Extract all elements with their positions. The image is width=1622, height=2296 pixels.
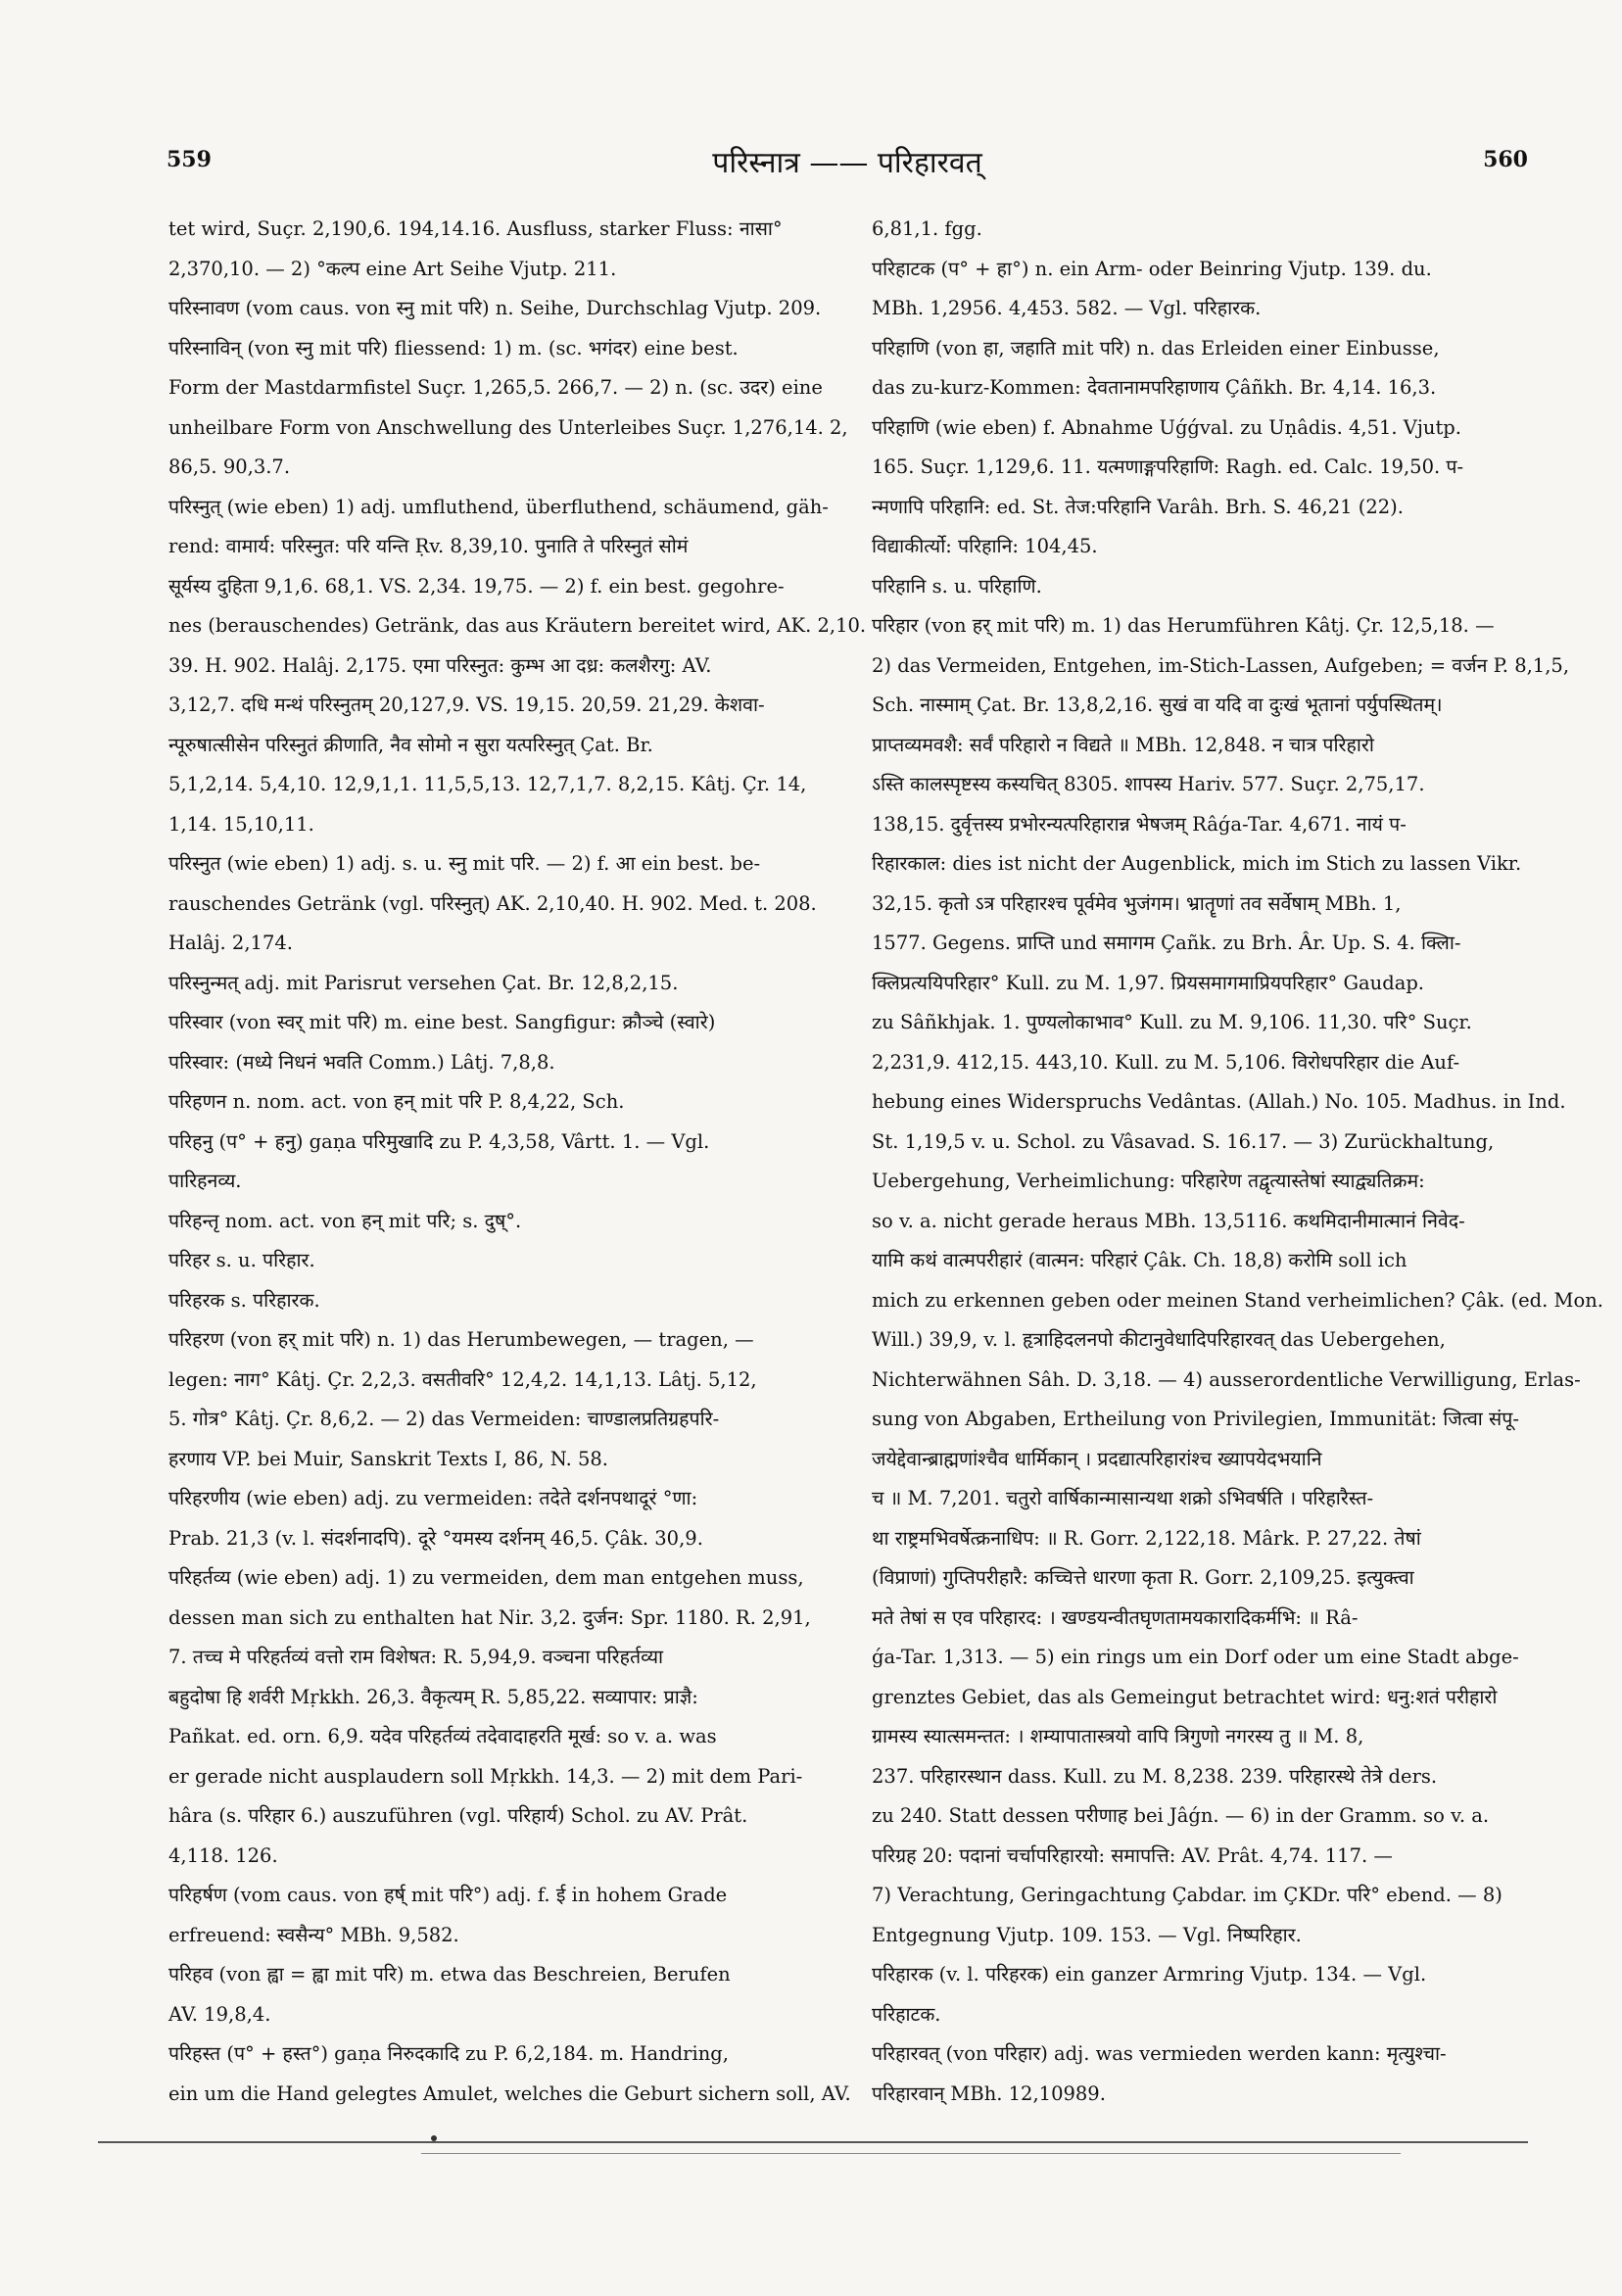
text-line: परिहस्त (प° + हस्त°) gaṇa निरुदकादि zu P. 6,2,184. m. Handring, (168, 2042, 729, 2065)
text-line: hebung eines Widerspruchs Vedântas. (Allah.) No. 105. Madhus. in Ind. (872, 1090, 1566, 1113)
text-line: परिस्नुत (wie eben) 1) adj. s. u. स्नु mit परि. — 2) f. आ ein best. be- (168, 852, 761, 875)
text-line: परिस्नाविन् (von स्नु mit परि) fliessend: 1) m. (sc. भगंदर) eine best. (168, 336, 739, 359)
text-line: ǵa-Tar. 1,313. — 5) ein rings um ein Dorf oder um eine Stadt abge- (872, 1646, 1519, 1668)
text-line: Will.) 39,9, v. l. हृत्राहिदलनपो कीटानुवेधादिपरिहारवत् das Uebergehen, (872, 1328, 1446, 1351)
text-line: 165. Suçr. 1,129,6. 11. यत्मणाङ्गपरिहाणि: Ragh. ed. Calc. 19,50. प- (872, 455, 1464, 478)
text-line: das zu-kurz-Kommen: देवतानामपरिहाणाय Çâñkh. Br. 4,14. 16,3. (872, 376, 1437, 399)
text-line: परिस्वार: (मध्ये निधनं भवति Comm.) Lâtj. 7,8,8. (168, 1050, 555, 1074)
text-line: 2,231,9. 412,15. 443,10. Kull. zu M. 5,106. विरोधपरिहार die Auf- (872, 1050, 1460, 1074)
text-line: Prab. 21,3 (v. l. संदर्शनादपि). दूरे °यमस्य दर्शनम् 46,5. Çâk. 30,9. (168, 1526, 703, 1550)
text-line: परिस्नुन्मत् adj. mit Parisrut versehen Çat. Br. 12,8,2,15. (168, 971, 679, 994)
text-line: tet wird, Suçr. 2,190,6. 194,14.16. Ausfluss, starker Fluss: नासा° (168, 217, 783, 240)
text-line: sung von Abgaben, Ertheilung von Privilegien, Immunität: जित्वा संपू- (872, 1408, 1519, 1430)
text-line: er gerade nicht ausplaudern soll Mṛkkh. 14,3. — 2) mit dem Pari- (168, 1764, 803, 1788)
text-line: grenztes Gebiet, das als Gemeingut betrachtet wird: धनु:शतं परीहारो (872, 1685, 1498, 1708)
text-line: परिस्वार (von स्वर् mit परि) m. eine best. Sangfigur: क्रौञ्चे (स्वारे) (168, 1011, 716, 1033)
text-line: परिहारवत् (von परिहार) adj. was vermieden werden kann: मृत्युश्चा- (872, 2042, 1447, 2065)
text-line: St. 1,19,5 v. u. Schol. zu Vâsavad. S. 16.17. — 3) Zurückhaltung, (872, 1129, 1495, 1153)
text-line: सूर्यस्य दुहिता 9,1,6. 68,1. VS. 2,34. 19,75. — 2) f. ein best. gegohre- (168, 574, 785, 598)
text-line: 1577. Gegens. प्राप्ति und समागम Çañk. zu Brh. Âr. Up. S. 4. क्लिा- (872, 932, 1461, 954)
text-line: 2,370,10. — 2) °कल्प eine Art Seihe Vjutp. 211. (168, 257, 617, 280)
text-line: परिहव (von ह्वा = ह्वा mit परि) m. etwa das Beschreien, Berufen (168, 1963, 731, 1985)
text-line: परिहाणि (wie eben) f. Abnahme Uǵǵval. zu Uṇâdis. 4,51. Vjutp. (872, 415, 1461, 439)
text-line: erfreuend: स्वसैन्य° MBh. 9,582. (168, 1923, 459, 1946)
running-head: परिस्नात्र —— परिहारवत् (712, 146, 982, 180)
text-line: Sch. नास्माम् Çat. Br. 13,8,2,16. सुखं वा यदि वा दुःखं भूतानां पर्युपस्थितम्। (872, 694, 1443, 716)
text-line: परिग्रह 20: पदानां चर्चापरिहारयो: समापत्ति: AV. Prât. 4,74. 117. — (872, 1843, 1393, 1867)
text-line: परिस्नावण (vom caus. von स्नु mit परि) n. Seihe, Durchschlag Vjutp. 209. (168, 297, 822, 319)
text-line: हरणाय VP. bei Muir, Sanskrit Texts I, 86, N. 58. (168, 1447, 608, 1470)
page-number-left: 559 (167, 147, 212, 172)
text-line: 138,15. दुर्वृत्तस्य प्रभोरन्यत्परिहारान्न भेषजम् Râǵa-Tar. 4,671. नायं प- (872, 812, 1407, 836)
text-line: परिहाटक (प° + हा°) n. ein Arm- oder Beinring Vjutp. 139. du. (872, 257, 1432, 280)
text-line: rauschendes Getränk (vgl. परिस्नुत्) AK. 2,10,40. H. 902. Med. t. 208. (168, 891, 817, 915)
text-line: 6,81,1. fgg. (872, 217, 982, 240)
text-line: nes (berauschendes) Getränk, das aus Kräutern bereitet wird, AK. 2,10. (168, 614, 867, 637)
text-line: mich zu erkennen geben oder meinen Stand verheimlichen? Çâk. (ed. Mon. (872, 1288, 1603, 1312)
bottom-rule (98, 2141, 1528, 2143)
text-line: परिहानि s. u. परिहाणि. (872, 574, 1042, 598)
text-line: ग्रामस्य स्यात्समन्तत: । शम्यापातास्त्रयो वापि त्रिगुणो नगरस्य तु ॥ M. 8, (872, 1725, 1364, 1747)
text-line: Form der Mastdarmfistel Suçr. 1,265,5. 266,7. — 2) n. (sc. उदर) eine (168, 376, 823, 399)
right-column (872, 210, 1603, 2114)
text-line: परिहाटक. (872, 2002, 941, 2026)
text-line: न्पूरुषात्सीसेन परिस्नुतं क्रीणाति, नैव सोमो न सुरा यत्परिस्नुत् Çat. Br. (168, 733, 653, 756)
text-line: परिहरणीय (wie eben) adj. zu vermeiden: तदेते दर्शनपथादूरं °णा: (168, 1487, 698, 1509)
text-line: क्लिप्रत्ययिपरिहार° Kull. zu M. 1,97. प्रियसमागमाप्रियपरिहार° Gaudap. (872, 971, 1425, 994)
text-line: 3,12,7. दधि मन्थं परिस्नुतम् 20,127,9. VS. 19,15. 20,59. 21,29. केशवा- (168, 694, 765, 716)
text-line: परिहार (von हर् mit परि) m. 1) das Herumführen Kâtj. Çr. 12,5,18. — (872, 614, 1495, 637)
text-line: परिहन्तृ nom. act. von हन् mit परि; s. दुष्°. (168, 1209, 522, 1232)
text-line: था राष्ट्रमभिवर्षेत्क्रनाधिप: ॥ R. Gorr. 2,122,18. Mârk. P. 27,22. तेषां (872, 1526, 1421, 1550)
text-line: परिहरक s. परिहारक. (168, 1288, 320, 1312)
text-line: 32,15. कृतो ऽत्र परिहारश्च पूर्वमेव भुजंगम। भ्रातॄणां तव सर्वेषाम् MBh. 1, (872, 891, 1402, 915)
text-line: 237. परिहारस्थान dass. Kull. zu M. 8,238. 239. परिहारस्थे तेत्रे ders. (872, 1764, 1438, 1788)
text-line: MBh. 1,2956. 4,453. 582. — Vgl. परिहारक. (872, 297, 1262, 319)
text-line: परिहर्तव्य (wie eben) adj. 1) zu vermeiden, dem man entgehen muss, (168, 1566, 804, 1589)
text-line: जयेद्देवान्ब्राह्मणांश्चैव धार्मिकान् । प्रदद्यात्परिहारांश्च ख्यापयेदभयानि (872, 1447, 1322, 1470)
text-line: 4,118. 126. (168, 1843, 278, 1867)
text-line: परिहर्षण (vom caus. von हर्ष् mit परि°) adj. f. ई in hohem Grade (168, 1884, 728, 1906)
page-header (167, 147, 1528, 186)
text-line: Entgegnung Vjutp. 109. 153. — Vgl. निष्परिहार. (872, 1923, 1302, 1946)
text-line: hâra (s. परिहार 6.) auszuführen (vgl. परिहार्य) Schol. zu AV. Prât. (168, 1804, 748, 1827)
text-line: रिहारकाल: dies ist nicht der Augenblick, mich im Stich zu lassen Vikr. (872, 852, 1522, 875)
text-line: 86,5. 90,3.7. (168, 455, 291, 478)
text-line: परिहर s. u. परिहार. (168, 1249, 315, 1271)
text-line: परिहाणि (von हा, जहाति mit परि) n. das Erleiden einer Einbusse, (872, 336, 1440, 359)
text-line: legen: नाग° Kâtj. Çr. 2,2,3. वसतीवरि° 12,4,2. 14,1,13. Lâtj. 5,12, (168, 1367, 757, 1391)
text-line: Nichterwähnen Sâh. D. 3,18. — 4) ausserordentliche Verwilligung, Erlas- (872, 1367, 1581, 1391)
text-line: zu 240. Statt dessen परीणाह bei Jâǵn. — 6) in der Gramm. so v. a. (872, 1804, 1490, 1827)
text-line: unheilbare Form von Anschwellung des Unterleibes Suçr. 1,276,14. 2, (168, 415, 848, 439)
text-line: परिस्नुत् (wie eben) 1) adj. umfluthend, überfluthend, schäumend, gäh- (168, 495, 829, 518)
text-line: परिहनु (प° + हनु) gaṇa परिमुखादि zu P. 4,3,58, Vârtt. 1. — Vgl. (168, 1129, 710, 1153)
bottom-rule-secondary (421, 2153, 1401, 2154)
text-line: zu Sâñkhjak. 1. पुण्यलोकाभाव° Kull. zu M. 9,106. 11,30. परि° Suçr. (872, 1011, 1472, 1033)
text-line: 1,14. 15,10,11. (168, 812, 314, 836)
text-line: परिहरण (von हर् mit परि) n. 1) das Herumbewegen, — tragen, — (168, 1328, 754, 1351)
left-column (168, 210, 867, 2114)
text-line: विद्याकीर्त्यो: परिहानि: 104,45. (872, 535, 1098, 557)
text-line: Pañkat. ed. orn. 6,9. यदेव परिहर्तव्यं तदेवादाहरति मूर्ख: so v. a. was (168, 1725, 717, 1747)
text-line: 5,1,2,14. 5,4,10. 12,9,1,1. 11,5,5,13. 12,7,1,7. 8,2,15. Kâtj. Çr. 14, (168, 773, 807, 795)
text-line: प्राप्तव्यमवशै: सर्वं परिहारो न विद्यते ॥ MBh. 12,848. न चात्र परिहारो (872, 733, 1374, 756)
text-line: परिहारक (v. l. परिहरक) ein ganzer Armring Vjutp. 134. — Vgl. (872, 1963, 1427, 1985)
text-line: ein um die Hand gelegtes Amulet, welches die Geburt sichern soll, AV. (168, 2081, 851, 2105)
text-line: Uebergehung, Verheimlichung: परिहारेण तद्वृत्यास्तेषां स्याद्व्यतिक्रम: (872, 1170, 1425, 1192)
text-line: परिहणन n. nom. act. von हन् mit परि P. 8,4,22, Sch. (168, 1090, 625, 1113)
text-line: 39. H. 902. Halâj. 2,175. एमा परिस्नुत: कुम्भ आ दध्र: कलशैरगु: AV. (168, 653, 712, 677)
text-line: यामि कथं वात्मपरीहारं (वात्मन: परिहारं Çâk. Ch. 18,8) करोमि soll ich (872, 1249, 1407, 1271)
text-line: च ॥ M. 7,201. चतुरो वार्षिकान्मासान्यथा शक्रो ऽभिवर्षति । परिहारैस्त- (872, 1487, 1374, 1509)
text-line: AV. 19,8,4. (168, 2002, 271, 2026)
text-line: 2) das Vermeiden, Entgehen, im-Stich-Lassen, Aufgeben; = वर्जन P. 8,1,5, (872, 653, 1570, 677)
text-line: परिहारवान् MBh. 12,10989. (872, 2081, 1106, 2105)
page-number-right: 560 (1483, 147, 1528, 172)
text-line: dessen man sich zu enthalten hat Nir. 3,2. दुर्जन: Spr. 1180. R. 2,91, (168, 1605, 811, 1629)
text-line: (विप्राणां) गुप्तिपरीहारै: कच्चित्ते धारणा कृता R. Gorr. 2,109,25. इत्युक्त्वा (872, 1566, 1414, 1589)
text-line: 5. गोत्र° Kâtj. Çr. 8,6,2. — 2) das Vermeiden: चाण्डालप्रतिग्रहपरि- (168, 1408, 720, 1430)
text-line: rend: वामार्य: परिस्नुत: परि यन्ति Ṛv. 8,39,10. पुनाति ते परिस्नुतं सोमं (168, 535, 689, 557)
text-line: ऽस्ति कालस्पृष्टस्य कस्यचित् 8305. शापस्य Hariv. 577. Suçr. 2,75,17. (872, 773, 1425, 795)
text-line: मते तेषां स एव परिहारद: । खण्डयन्वीतघृणतामयकारादिकर्मभि: ॥ Râ- (872, 1605, 1359, 1629)
text-line: 7. तच्च मे परिहर्तव्यं वत्तो राम विशेषत: R. 5,94,9. वञ्चना परिहर्तव्या (168, 1646, 664, 1668)
text-line: न्मणापि परिहानि: ed. St. तेज:परिहानि Varâh. Brh. S. 46,21 (22). (872, 495, 1404, 518)
text-line: 7) Verachtung, Geringachtung Çabdar. im ÇKDr. परि° ebend. — 8) (872, 1884, 1503, 1906)
text-line: बहुदोषा हि शर्वरी Mṛkkh. 26,3. वैकृत्यम् R. 5,85,22. सव्यापार: प्राज्ञै: (168, 1685, 698, 1708)
text-line: so v. a. nicht gerade heraus MBh. 13,5116. कथमिदानीमात्मानं निवेद- (872, 1209, 1465, 1232)
text-line: Halâj. 2,174. (168, 932, 293, 954)
text-line: पारिहनव्य. (168, 1170, 242, 1192)
